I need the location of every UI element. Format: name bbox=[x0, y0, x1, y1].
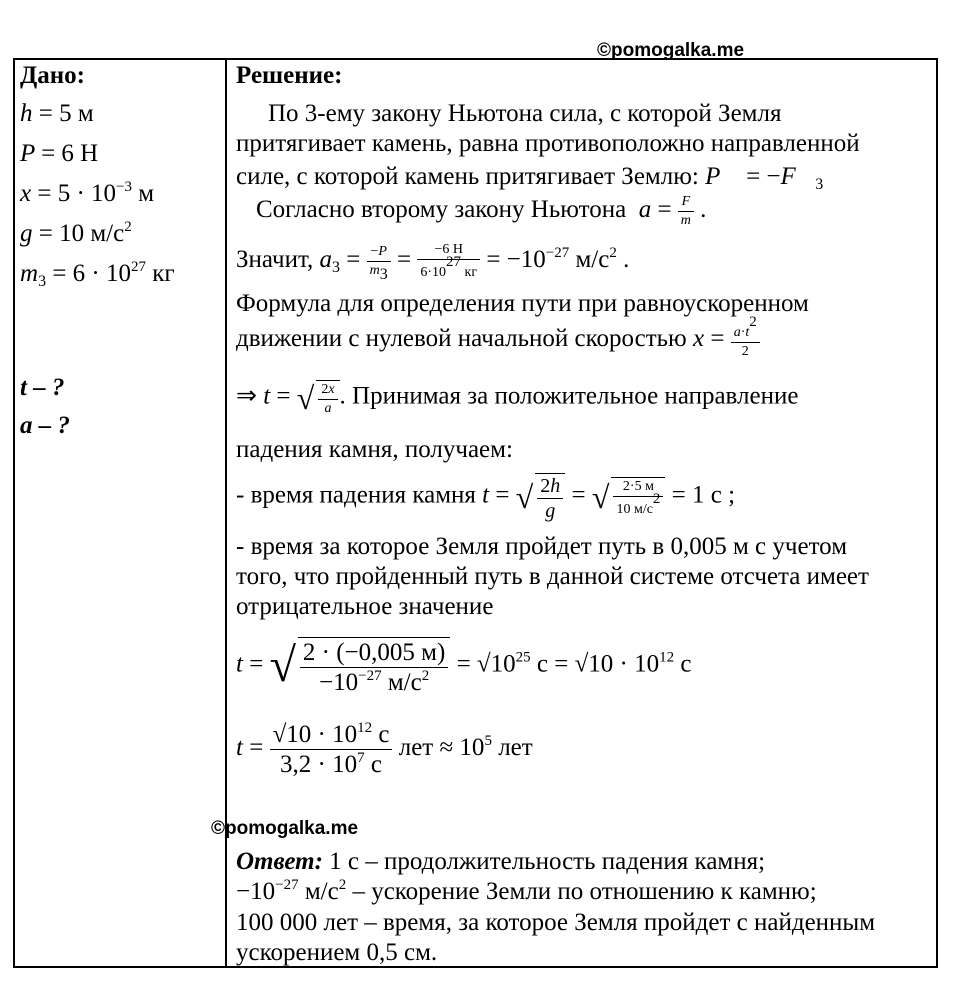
solution-line-falling: падения камня, получаем: bbox=[236, 436, 513, 463]
watermark-middle: ©pomogalka.me bbox=[211, 818, 359, 839]
years-fraction: $\frac{√10 \cdot 10^{12} с}{3,2 \cdot 10^7 с}$ bbox=[270, 722, 393, 777]
watermark-top: ©pomogalka.me bbox=[597, 40, 745, 61]
solution-line-formula-1: Формула для определения пути при равноускоренном bbox=[236, 290, 809, 317]
f-over-m: $\frac{F}{m}$ bbox=[678, 195, 694, 228]
second-law-line: Согласно второму закону Ньютона a = $\frac{F}{m}$ . bbox=[256, 194, 707, 228]
given-distance: $x = 5 \cdot 10^{-3}$ м bbox=[20, 179, 155, 207]
third-law-text: силе, с которой камень притягивает Землю: bbox=[236, 163, 699, 190]
earth-time-fraction: $\frac{2 \cdot (-0,005 м)}{-10^{-27} м/с^2}$ bbox=[300, 640, 448, 695]
numeric-fraction: $\frac{-6 Н}{6\cdot 10^{27} кг}$ bbox=[417, 243, 480, 280]
fall-time-text: - время падения камня bbox=[236, 481, 476, 509]
years-line: t = $\frac{√10 \cdot 10^{12} с}{3,2 \cdot 10^7 с}$ лет ≈ $10^5$ лет bbox=[236, 720, 533, 778]
earth-time-line: t = √ $\frac{2 \cdot (-0,005 м)}{-10^{-27} м/с^2}$ = $√10^{25}$ $с = √10 \cdot 10^{12}$ с bbox=[236, 639, 692, 696]
fall-time-line: - время падения камня t = √ $\frac{2h}{g}$ = √ $\frac{2\cdot 5 м}{10 м/с^2}$ = 1 с ; bbox=[236, 475, 736, 522]
solution-line-1: По 3-ему закону Ньютона сила, с которой Земля bbox=[268, 100, 782, 127]
answer-line-2: $-10^{-27}$ $м/с^2$ – ускорение Земли по отношению к камню; bbox=[236, 877, 817, 905]
second-law-text: Согласно второму закону Ньютона bbox=[256, 196, 627, 224]
given-height: h = 5 м bbox=[20, 100, 94, 127]
solution-line-3: силе, с которой камень притягивает Землю: P⃗ = $-F⃗_3$ bbox=[236, 163, 824, 193]
solution-line-formula-2: движении с нулевой начальной скоростью x = $\frac{a\cdot t^2}{2}$ bbox=[236, 322, 760, 359]
solution-line-earth-1: - время за которое Земля пройдет путь в 0,005 м с учетом bbox=[236, 533, 848, 560]
answer-line-3: 100 000 лет – время, за которое Земля пройдет с найденным bbox=[236, 909, 876, 936]
answer-line-4: ускорением 0,5 см. bbox=[236, 939, 438, 966]
given-weight: P = 6 Н bbox=[20, 140, 99, 167]
answer-text-1: 1 с – продолжительность падения камня; bbox=[322, 848, 766, 875]
unknown-t: t – ? bbox=[20, 374, 65, 401]
acceleration-line: Значит, $a_3$ = $\frac{-P}{m_3}$ = $\frac{-6 Н}{6\cdot 10^{27} кг}$ = $-10^{-27}$ $м/с^2$ . bbox=[236, 242, 630, 283]
time-formula-line: ⇒ t = √ $\frac{2x}{a}$ . Принимая за положительное направление bbox=[236, 380, 799, 416]
given-earth-mass: $m_3 = 6 \cdot 10^{27}$ кг bbox=[20, 259, 175, 290]
answer-label: Ответ: bbox=[236, 848, 323, 875]
solution-line-earth-2: того, что пройденный путь в данной системе отсчета имеет bbox=[236, 563, 869, 590]
therefore-text: Значит, bbox=[236, 246, 314, 274]
2h-over-g: $\frac{2h}{g}$ bbox=[537, 476, 563, 521]
solution-heading: Решение: bbox=[236, 62, 343, 89]
at2-over-2: $\frac{a\cdot t^2}{2}$ bbox=[731, 322, 760, 359]
solution-line-earth-3: отрицательное значение bbox=[236, 593, 494, 620]
given-heading: Дано: bbox=[20, 62, 85, 89]
answer-line-1 bbox=[236, 848, 765, 876]
given-gravity: g = 10 $м/с^2$ bbox=[20, 219, 132, 247]
unknown-a: a – ? bbox=[20, 412, 70, 439]
minus-p-over-m: $\frac{-P}{m_3}$ bbox=[367, 245, 391, 278]
solution-line-2: притягивает камень, равна противоположно направленной bbox=[236, 130, 860, 157]
direction-text: . Принимая за положительное направление bbox=[339, 382, 799, 410]
numeric-time: $\frac{2\cdot 5 м}{10 м/с^2}$ bbox=[613, 480, 663, 517]
motion-text: движении с нулевой начальной скоростью bbox=[236, 325, 687, 353]
2x-over-a: $\frac{2x}{a}$ bbox=[318, 383, 337, 416]
